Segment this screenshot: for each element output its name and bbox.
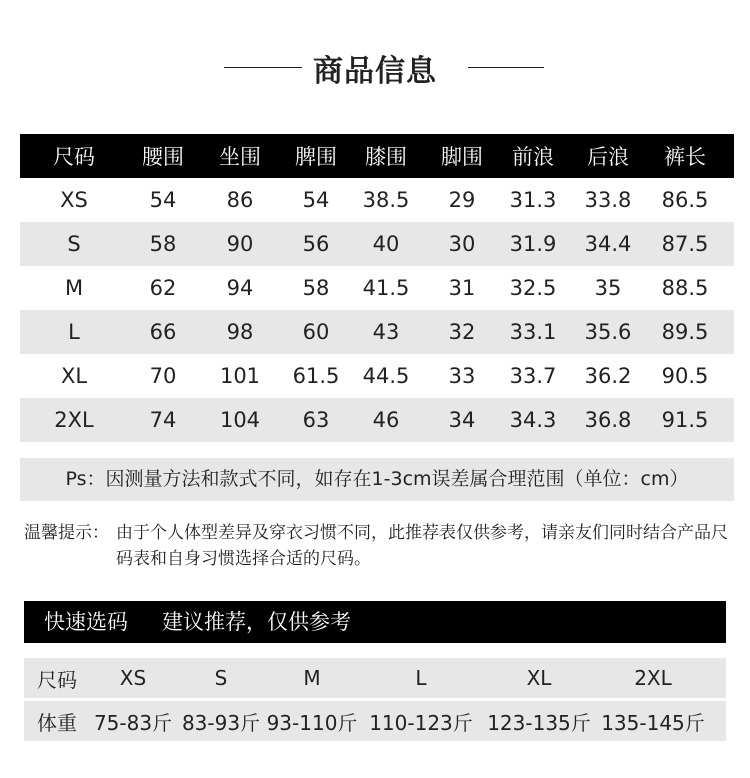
table-cell: 29 bbox=[448, 188, 476, 212]
table-cell: 44.5 bbox=[362, 364, 410, 388]
table-cell: 90.5 bbox=[661, 364, 709, 388]
title-divider-right bbox=[468, 67, 544, 68]
table-cell: 43 bbox=[372, 320, 400, 344]
table-cell: 66 bbox=[149, 320, 177, 344]
table-cell: 33.7 bbox=[509, 364, 557, 388]
table-cell: M bbox=[64, 276, 84, 300]
quick-size-label: 尺码 bbox=[37, 667, 77, 692]
table-cell: 36.8 bbox=[584, 408, 632, 432]
page-title-block bbox=[0, 40, 750, 92]
table-cell: 86.5 bbox=[661, 188, 709, 212]
header-cell-size: 尺码 bbox=[53, 145, 95, 169]
header-cell-hem: 脚围 bbox=[441, 145, 483, 169]
header-cell-front-rise: 前浪 bbox=[512, 145, 554, 169]
table-cell: 61.5 bbox=[292, 364, 340, 388]
table-row bbox=[20, 266, 734, 310]
table-cell: 86 bbox=[226, 188, 254, 212]
table-cell: 2XL bbox=[54, 408, 94, 432]
quick-select-title: 快速选码 bbox=[44, 610, 128, 634]
table-row bbox=[20, 178, 734, 222]
table-cell: 36.2 bbox=[584, 364, 632, 388]
table-cell: XS bbox=[60, 188, 88, 212]
table-cell: 31.9 bbox=[509, 232, 557, 256]
table-row bbox=[20, 398, 734, 442]
quick-weight-cell: 75-83斤 bbox=[93, 710, 173, 735]
table-cell: 31 bbox=[448, 276, 476, 300]
size-table bbox=[20, 134, 734, 442]
table-cell: 34.3 bbox=[509, 408, 557, 432]
table-cell: 91.5 bbox=[661, 408, 709, 432]
table-cell: 94 bbox=[226, 276, 254, 300]
quick-weight-cell: 83-93斤 bbox=[181, 710, 261, 735]
quick-size-cell: XL bbox=[526, 666, 552, 690]
table-cell: 33 bbox=[448, 364, 476, 388]
table-cell: 34.4 bbox=[584, 232, 632, 256]
quick-select-size-row bbox=[24, 658, 726, 698]
header-cell-hip: 坐围 bbox=[219, 145, 261, 169]
quick-weight-cell: 93-110斤 bbox=[266, 710, 358, 735]
table-cell: L bbox=[68, 320, 80, 344]
quick-select-subtitle: 建议推荐，仅供参考 bbox=[162, 610, 351, 634]
quick-size-cell: L bbox=[415, 666, 427, 690]
quick-weight-cell: 135-145斤 bbox=[601, 710, 705, 735]
quick-weight-label: 体重 bbox=[37, 710, 77, 735]
table-cell: 30 bbox=[448, 232, 476, 256]
table-cell: 98 bbox=[226, 320, 254, 344]
table-cell: 34 bbox=[448, 408, 476, 432]
table-cell: 38.5 bbox=[362, 188, 410, 212]
table-cell: XL bbox=[60, 364, 88, 388]
table-cell: 33.8 bbox=[584, 188, 632, 212]
header-cell-thigh: 脾围 bbox=[295, 145, 337, 169]
quick-weight-cell: 110-123斤 bbox=[369, 710, 473, 735]
quick-size-cell: XS bbox=[119, 666, 147, 690]
tip-label: 温馨提示： bbox=[24, 523, 109, 543]
quick-weight-cell: 123-135斤 bbox=[487, 710, 591, 735]
table-cell: 35 bbox=[594, 276, 622, 300]
quick-size-cell: 2XL bbox=[634, 666, 672, 690]
table-cell: 56 bbox=[302, 232, 330, 256]
table-cell: 40 bbox=[372, 232, 400, 256]
table-cell: 31.3 bbox=[509, 188, 557, 212]
measurement-note: Ps：因测量方法和款式不同，如存在1-3cm误差属合理范围（单位：cm） bbox=[20, 458, 734, 501]
table-cell: 54 bbox=[302, 188, 330, 212]
tip-text: 由于个人体型差异及穿衣习惯不同，此推荐表仅供参考，请亲友们同时结合产品尺码表和自身习惯选择合适的尺码。 bbox=[116, 523, 728, 569]
table-cell: 58 bbox=[149, 232, 177, 256]
table-cell: 35.6 bbox=[584, 320, 632, 344]
table-cell: 33.1 bbox=[509, 320, 557, 344]
table-cell: 60 bbox=[302, 320, 330, 344]
header-cell-waist: 腰围 bbox=[142, 145, 184, 169]
table-cell: 88.5 bbox=[661, 276, 709, 300]
table-row bbox=[20, 222, 734, 266]
table-cell: S bbox=[67, 232, 81, 256]
quick-size-cell: S bbox=[214, 666, 228, 690]
table-cell: 62 bbox=[149, 276, 177, 300]
quick-select-header bbox=[24, 601, 726, 643]
table-row bbox=[20, 310, 734, 354]
table-cell: 54 bbox=[149, 188, 177, 212]
table-cell: 104 bbox=[219, 408, 261, 432]
header-cell-knee: 膝围 bbox=[365, 145, 407, 169]
quick-select-weight-row bbox=[24, 701, 726, 741]
header-cell-back-rise: 后浪 bbox=[587, 145, 629, 169]
table-cell: 70 bbox=[149, 364, 177, 388]
table-cell: 41.5 bbox=[362, 276, 410, 300]
table-cell: 87.5 bbox=[661, 232, 709, 256]
quick-size-cell: M bbox=[303, 666, 321, 690]
table-cell: 63 bbox=[302, 408, 330, 432]
header-cell-length: 裤长 bbox=[664, 145, 706, 169]
table-cell: 101 bbox=[219, 364, 261, 388]
table-cell: 74 bbox=[149, 408, 177, 432]
table-cell: 46 bbox=[372, 408, 400, 432]
table-cell: 32 bbox=[448, 320, 476, 344]
table-row bbox=[20, 354, 734, 398]
page-title: 商品信息 bbox=[313, 54, 437, 89]
table-cell: 90 bbox=[226, 232, 254, 256]
table-cell: 89.5 bbox=[661, 320, 709, 344]
table-cell: 58 bbox=[302, 276, 330, 300]
table-cell: 32.5 bbox=[509, 276, 557, 300]
size-table-header-row bbox=[20, 134, 734, 178]
